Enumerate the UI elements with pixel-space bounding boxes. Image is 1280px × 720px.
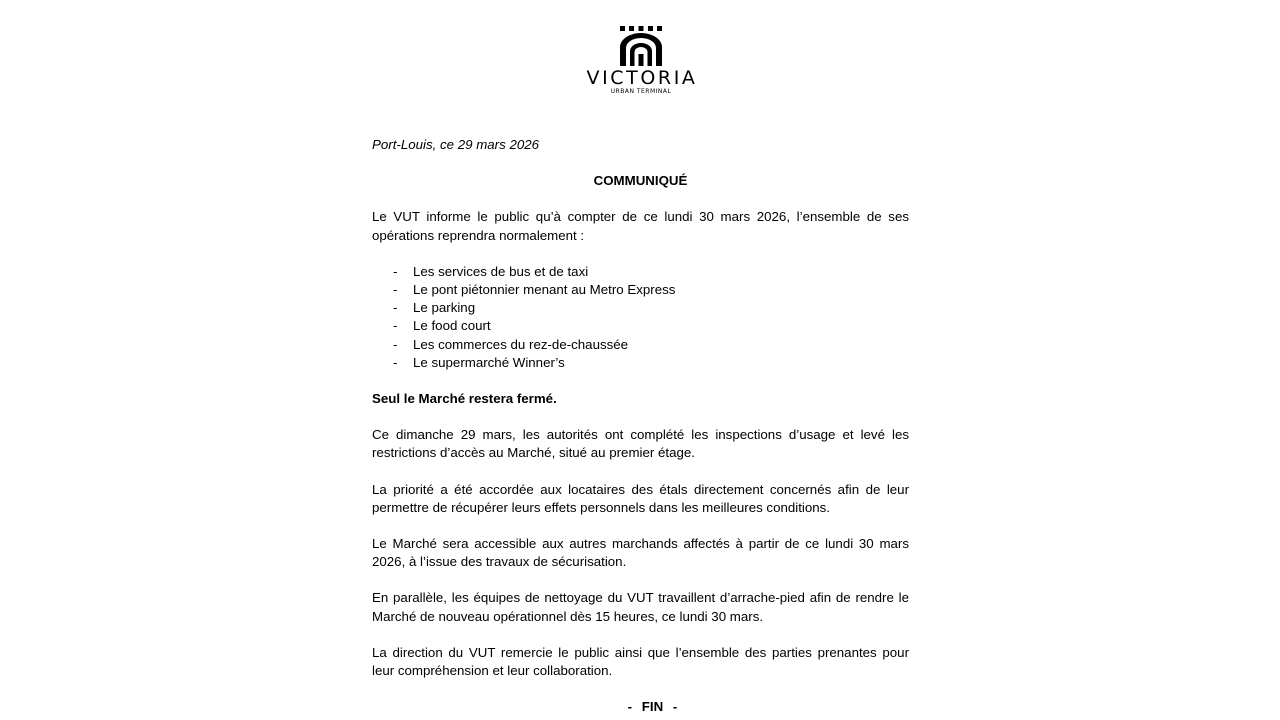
list-item-text: Le food court (413, 318, 491, 334)
date-line: Port-Louis, ce 29 mars 2026 (372, 137, 540, 152)
operations-list (372, 263, 909, 372)
list-item (372, 317, 909, 335)
list-item (372, 354, 909, 372)
logo-tagline: URBAN TERMINAL (610, 88, 672, 95)
list-item-text: Le supermarché Winner’s (413, 354, 565, 370)
list-item (372, 263, 909, 281)
list-item (372, 336, 909, 354)
logo-wordmark: VICTORIA (586, 67, 698, 89)
paragraph-cleaning: En parallèle, les équipes de nettoyage du VUT travaillent d’arrache-pied afin de rendre le Marché de nouveau opérationnel dès 15 heures, ce lundi 30 mars. (372, 590, 909, 624)
list-item-text: Le pont piétonnier menant au Metro Express (413, 282, 676, 298)
list-item-text: Les commerces du rez-de-chaussée (413, 336, 629, 352)
victoria-logo (580, 26, 702, 96)
list-dash: - (393, 300, 398, 316)
page-title: COMMUNIQUÉ (593, 173, 688, 189)
paragraph-inspections: Ce dimanche 29 mars, les autorités ont complété les inspections d’usage et levé les restrictions d’accès au Marché, situé au premier étage. (372, 427, 909, 461)
end-mark: - FIN - (627, 699, 678, 715)
list-dash: - (393, 336, 398, 352)
victoria-arch-emblem-icon (620, 26, 662, 66)
paragraph-access: Le Marché sera accessible aux autres marchands affectés à partir de ce lundi 30 mars 2026, à l’issue des travaux de sécurisation. (372, 536, 909, 570)
closed-notice: Seul le Marché restera fermé. (372, 391, 557, 407)
list-item (372, 299, 909, 317)
list-dash: - (393, 263, 398, 279)
paragraph-priority: La priorité a été accordée aux locataires des étals directement concernés afin de leur permettre de récupérer leurs effets personnels dans les meilleures conditions. (372, 481, 909, 515)
list-dash: - (393, 354, 398, 370)
press-release (372, 136, 909, 716)
list-item-text: Le parking (413, 300, 476, 316)
list-dash: - (393, 282, 398, 298)
list-item (372, 281, 909, 299)
paragraph-thanks: La direction du VUT remercie le public ainsi que l’ensemble des parties prenantes pour leur compréhension et leur collaboration. (372, 644, 909, 679)
intro-paragraph: Le VUT informe le public qu’à compter de ce lundi 30 mars 2026, l’ensemble de ses opérations reprendra normalement : (372, 209, 909, 243)
list-dash: - (393, 318, 398, 334)
list-item-text: Les services de bus et de taxi (413, 263, 589, 279)
